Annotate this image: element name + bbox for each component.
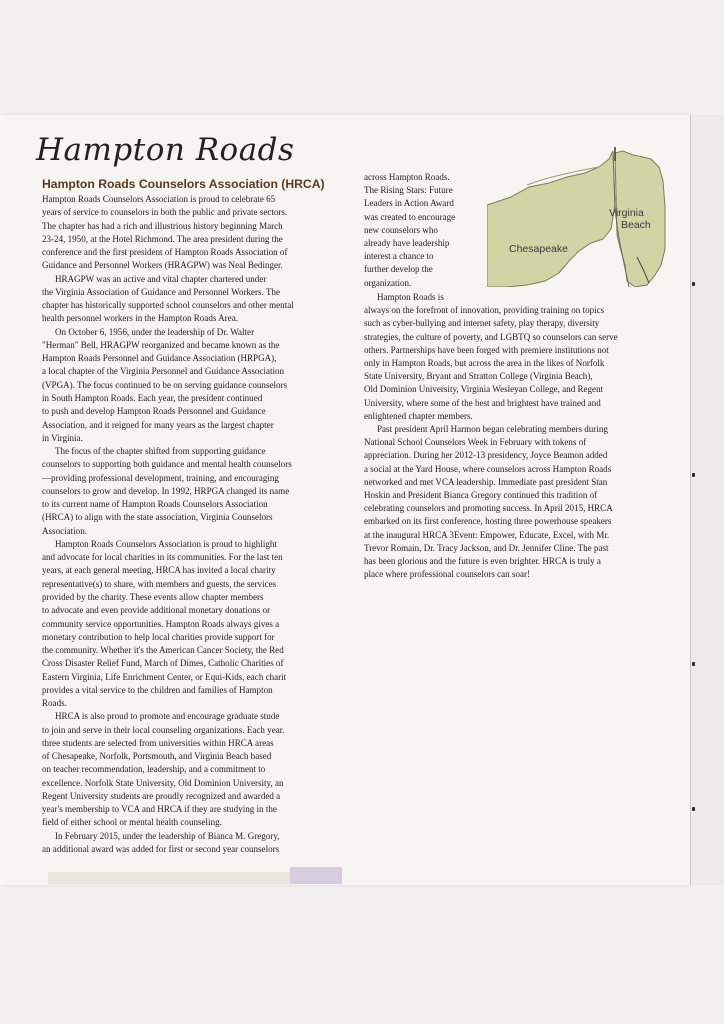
edge-mark [692, 473, 695, 477]
text-line: enlightened chapter members. [364, 410, 473, 421]
text-line: others. Partnerships have been forged with premiere institutions not [364, 344, 609, 355]
text-line: —providing professional development, training, and encouraging [42, 472, 279, 483]
text-line: three students are selected from universities within HRCA areas [42, 737, 274, 748]
text-line: appreciation. During her 2012-13 presidency, Joyce Beamon added [364, 450, 608, 461]
text-line: interest a chance to [364, 251, 434, 262]
paragraph [364, 291, 660, 423]
text-line: Association, and it reigned for many years as the largest chapter [42, 419, 274, 430]
text-line: always on the forefront of innovation, providing training on topics [364, 305, 605, 316]
paragraph [364, 423, 660, 581]
text-line: health personnel workers in the Hampton Roads Area. [42, 313, 238, 324]
text-line: place where professional counselors can soar! [364, 569, 531, 580]
left-column [42, 193, 340, 856]
right-column-intro [364, 171, 492, 290]
text-line: Leaders in Action Award [364, 198, 454, 209]
text-line: to advocate and even provide additional monetary donations or [42, 605, 271, 616]
edge-mark [692, 662, 695, 666]
map-label-chesapeake: Chesapeake [509, 243, 568, 255]
text-line: Hampton Roads Counselors Association is proud to highlight [55, 538, 277, 549]
region-title: Hampton Roads [36, 132, 295, 168]
map-label-virginia: Virginia [609, 207, 644, 219]
text-line: celebrating counselors and promoting success. In April 2015, HRCA [364, 503, 613, 514]
text-line: Roads. [42, 698, 67, 709]
text-line: Hampton Roads Personnel and Guidance Association (HRPGA), [42, 353, 277, 364]
text-line: Association. [42, 525, 87, 536]
text-line: has been glorious and the future is even brighter. HRCA is truly a [364, 556, 601, 567]
edge-mark [692, 282, 695, 286]
paragraph [42, 445, 340, 538]
text-line: across Hampton Roads. [364, 172, 450, 182]
text-line: field of either school or mental health counseling. [42, 817, 222, 828]
text-line: monetary contribution to help local charities provide support for [42, 631, 275, 642]
paragraph [42, 830, 340, 857]
text-line: Hampton Roads Counselors Association is proud to celebrate 65 [42, 194, 276, 204]
text-line: Old Dominion University, Virginia Wesleyan College, and Regent [364, 384, 604, 395]
text-line: counselors to grow and develop. In 1992, HRPGA changed its name [42, 485, 290, 496]
page-edge [691, 115, 724, 885]
text-line: National School Counselors Week in February with tokens of [364, 437, 587, 448]
text-line: In February 2015, under the leadership of Bianca M. Gregory, [55, 830, 280, 841]
text-line: in South Hampton Roads. Each year, the president continued [42, 392, 263, 403]
text-line: to its current name of Hampton Roads Counselors Association [42, 499, 268, 510]
text-line: Eastern Virginia, Life Enrichment Center, or Equi-Kids, each charit [42, 671, 287, 682]
text-line: new counselors who [364, 224, 438, 235]
text-line: Guidance and Personnel Workers (HRAGPW) was Neal Bedinger. [42, 260, 283, 271]
text-line: 23-24, 1950, at the Hotel Richmond. The area president during the [42, 233, 283, 244]
text-line: such as cyber-bullying and internet safety, play therapy, diversity [364, 318, 600, 329]
text-line: a local chapter of the Virginia Personnel and Guidance Association [42, 366, 285, 377]
text-line: conference and the first president of Hampton Roads Association of [42, 247, 288, 258]
text-line: representative(s) to share, with members and guests, the services [42, 578, 277, 589]
text-line: only in Hampton Roads, but across the area in the likes of Norfolk [364, 358, 605, 369]
text-line: year's membership to VCA and HRCA if they are studying in the [42, 804, 277, 815]
paragraph [42, 193, 340, 273]
edge-mark [692, 807, 695, 811]
text-line: University, where some of the best and brightest have trained and [364, 397, 601, 408]
text-line: to join and serve in their local counseling organizations. Each year. [42, 724, 285, 735]
text-line: Past president April Harmon began celebrating members during [377, 424, 608, 435]
text-line: further develop the [364, 264, 433, 275]
text-line: on teacher recommendation, leadership, and a commitment to [42, 764, 266, 775]
text-line: a social at the Yard House, where counselors across Hampton Roads [364, 463, 612, 474]
text-line: chapter has historically supported school counselors and other mental [42, 300, 294, 311]
text-line: excellence. Norfolk State University, Old Dominion University, an [42, 777, 284, 788]
text-line: counselors to supporting both guidance and mental health counselors [42, 459, 292, 470]
text-line: and advocate for local charities in its communities. For the last ten [42, 552, 283, 563]
text-line: Cross Disaster Relief Fund, March of Dimes, Catholic Charities of [42, 658, 284, 669]
text-line: an additional award was added for first or second year counselors [42, 844, 280, 855]
text-line: provides a vital service to the children and families of Hampton [42, 684, 273, 695]
text-line: "Herman" Bell, HRAGPW reorganized and became known as the [42, 339, 280, 350]
right-column [364, 291, 660, 581]
text-line: at the inaugural HRCA 3Event: Empower, Educate, Excel, with Mr. [364, 529, 610, 540]
text-line: State University, Bryant and Stratton College (Virginia Beach), [364, 371, 593, 382]
text-line: The focus of the chapter shifted from supporting guidance [55, 446, 266, 457]
text-line: (VPGA). The focus continued to be on serving guidance counselors [42, 379, 288, 390]
text-line: the community. Whether it's the American Cancer Society, the Red [42, 645, 284, 656]
text-line: Hampton Roads is [377, 292, 444, 302]
paragraph [42, 538, 340, 710]
map-land [487, 151, 615, 287]
text-line: years of service to counselors in both the public and private sectors. [42, 207, 288, 218]
text-line: in Virginia. [42, 432, 83, 443]
text-line: to push and develop Hampton Roads Personnel and Guidance [42, 406, 266, 417]
text-line: On October 6, 1956, under the leadership of Dr. Walter [55, 326, 255, 337]
paragraph [42, 273, 340, 326]
text-line: was created to encourage [364, 211, 456, 222]
text-line: years, at each general meeting, HRCA has invited a local charity [42, 565, 276, 576]
text-line: Trevor Romain, Dr. Tracy Jackson, and Dr. Jennifer Cline. The past [364, 542, 609, 553]
text-line: organization. [364, 277, 412, 288]
text-line: the Virginia Association of Guidance and Personnel Workers. The [42, 286, 281, 297]
text-line: community service opportunities. Hampton Roads always gives a [42, 618, 280, 629]
page-footer-swatch [290, 867, 342, 884]
text-line: of Chesapeake, Norfolk, Portsmouth, and Virginia Beach based [42, 751, 272, 762]
text-line: The chapter has had a rich and illustrious history beginning March [42, 220, 283, 231]
text-line: HRCA is also proud to promote and encourage graduate stude [55, 711, 280, 722]
text-line: networked and met VCA leadership. Immediate past president Stan [364, 476, 608, 487]
paragraph [42, 710, 340, 829]
section-heading: Hampton Roads Counselors Association (HRCA) [42, 177, 325, 191]
paragraph [42, 326, 340, 445]
text-line: provided by the charity. These events allow chapter members [42, 591, 264, 602]
text-line: HRAGPW was an active and vital chapter chartered under [55, 273, 267, 284]
region-map [487, 147, 667, 287]
text-line: embarked on its first conference, hosting three powerhouse speakers [364, 516, 612, 527]
text-line: (HRCA) to align with the state association, Virginia Counselors [42, 512, 273, 523]
text-line: The Rising Stars: Future [364, 185, 453, 196]
text-line: strategies, the culture of poverty, and LGBTQ so counselors can serve [364, 331, 618, 342]
text-line: Regent University students are proudly recognized and awarded a [42, 790, 281, 801]
map-label-beach: Beach [621, 219, 651, 231]
text-line: Hoskin and President Bianca Gregory continued this tradition of [364, 490, 598, 501]
text-line: already have leadership [364, 238, 450, 249]
